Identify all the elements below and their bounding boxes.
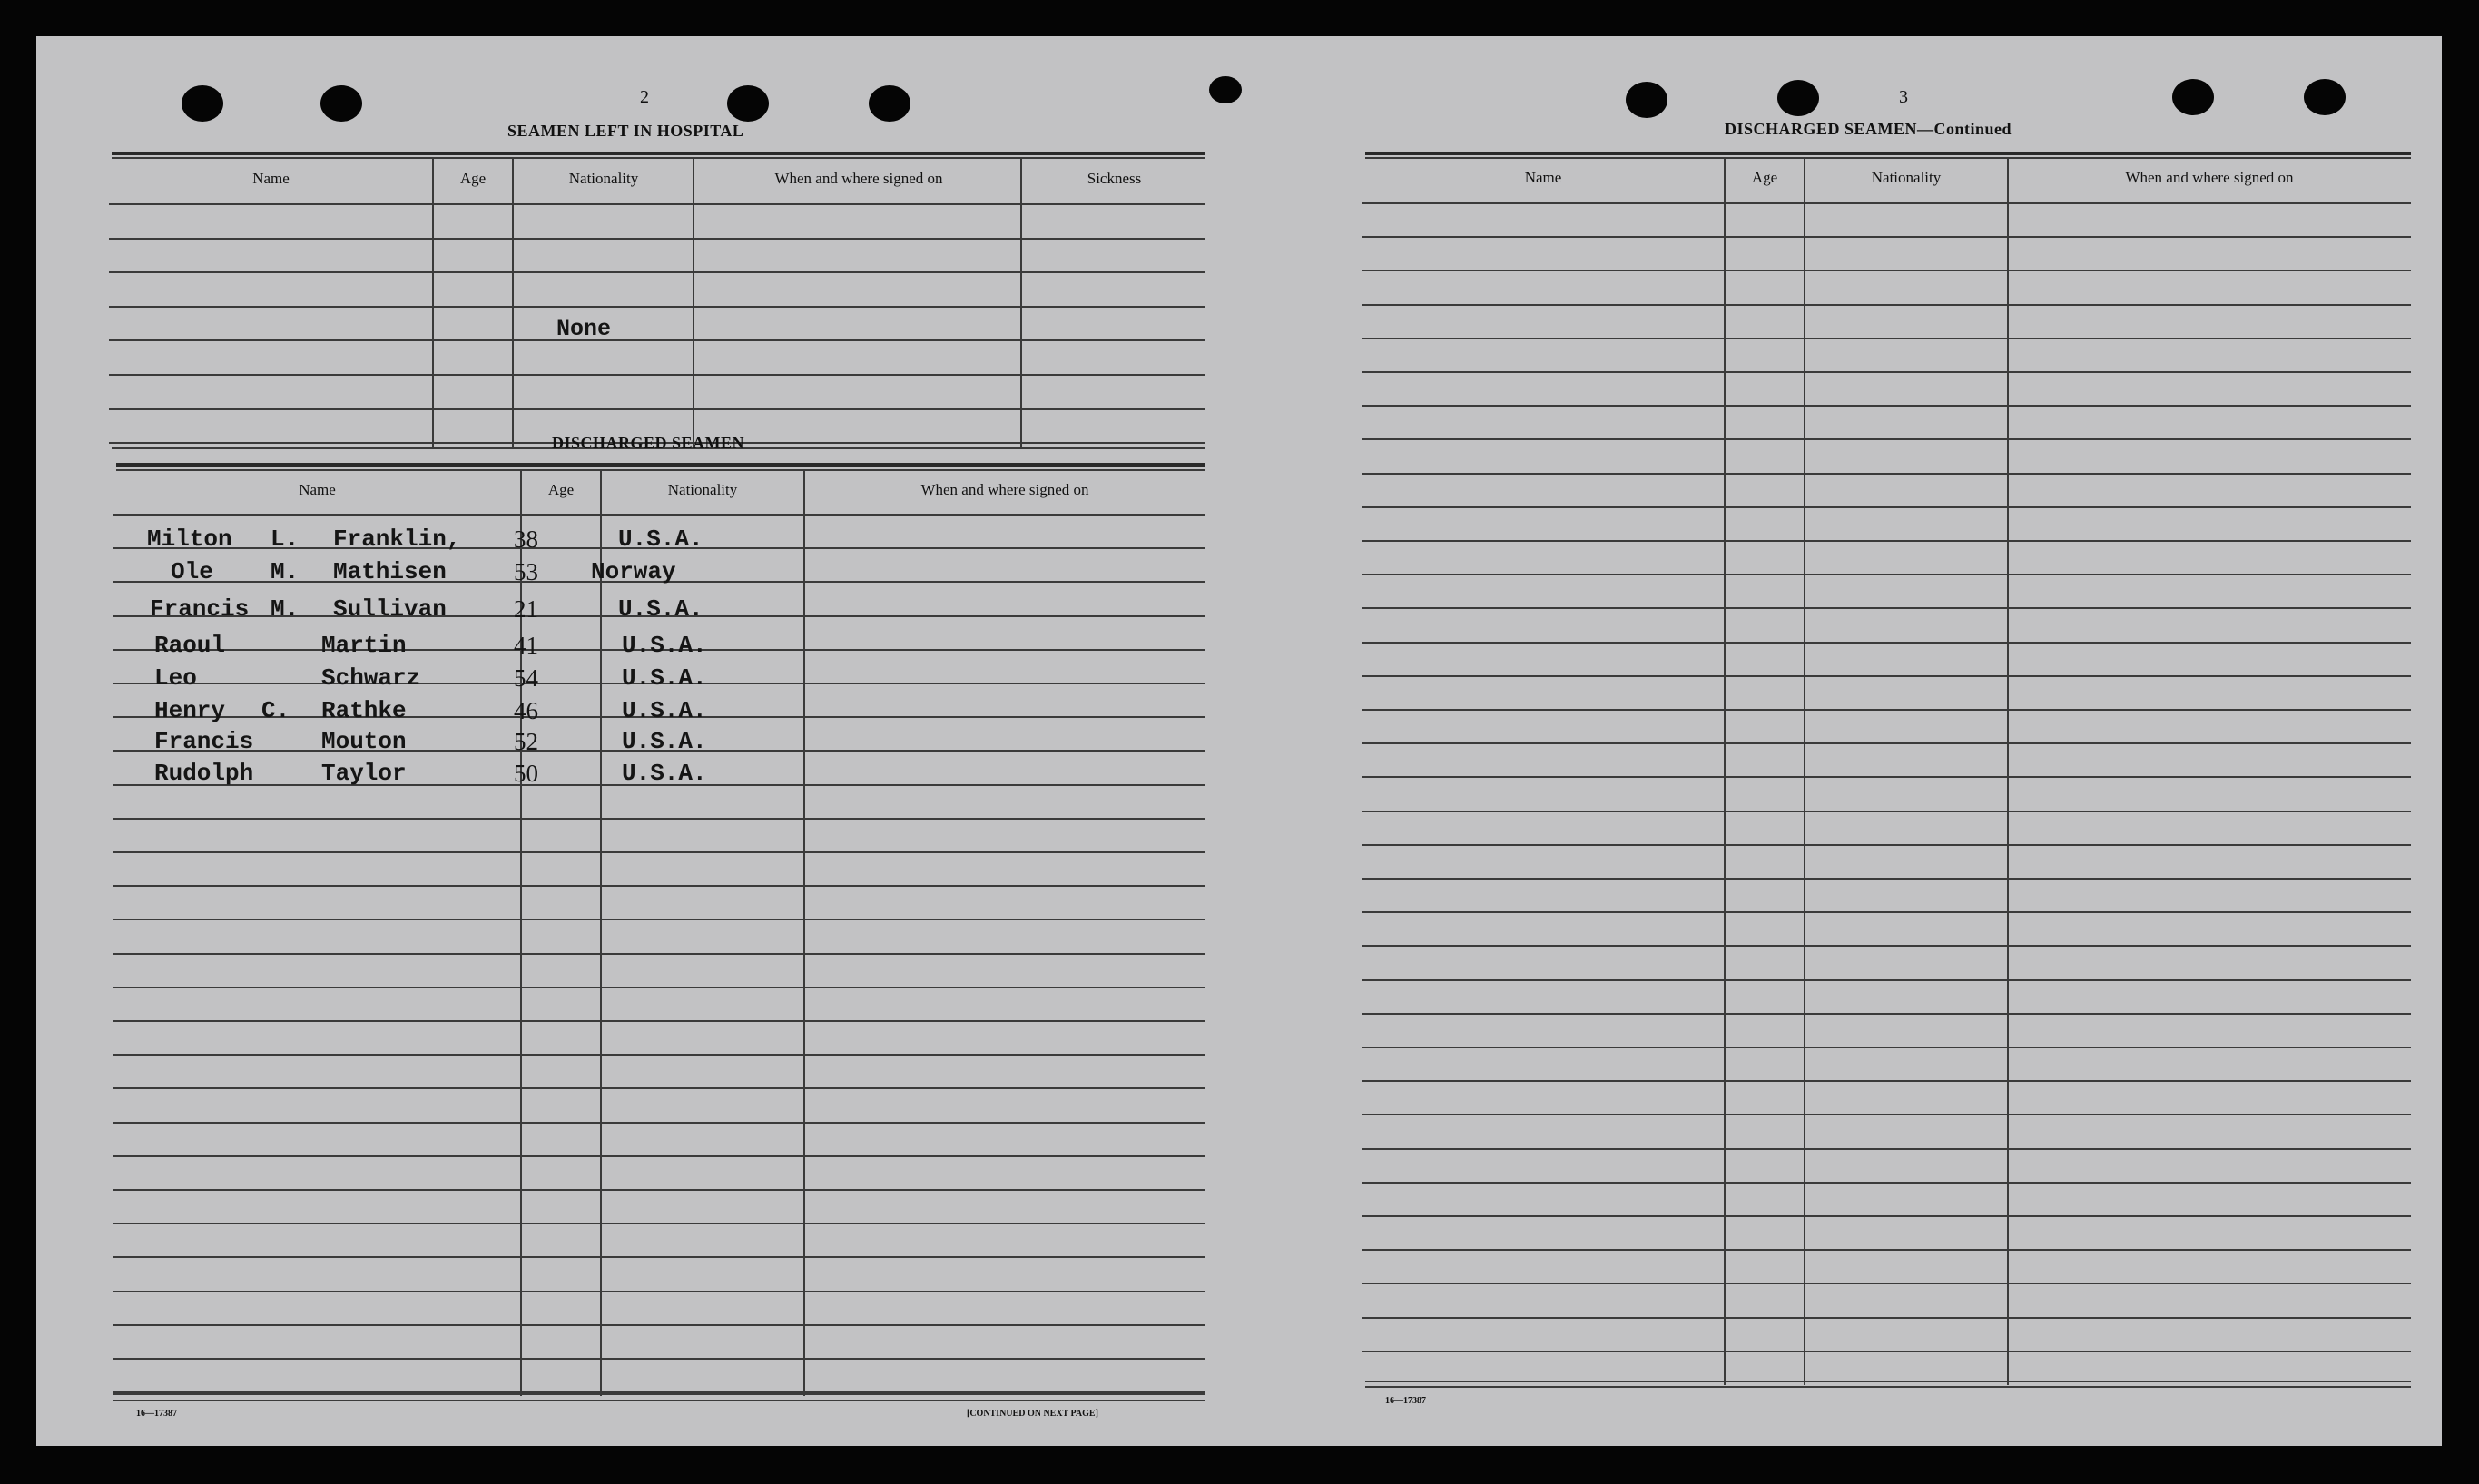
row-line	[1362, 304, 2411, 306]
row-line	[1362, 371, 2411, 373]
divider	[116, 463, 1205, 467]
divider	[116, 469, 1205, 471]
row-line	[1362, 642, 2411, 644]
column-divider	[693, 158, 694, 447]
row-line	[109, 374, 1205, 376]
row-line	[113, 1087, 1205, 1089]
row-line	[113, 514, 1205, 516]
row-line	[113, 1155, 1205, 1157]
row-line	[1362, 742, 2411, 744]
divider	[113, 1393, 1205, 1395]
column-header-name: Name	[299, 481, 336, 498]
last-name: Mathisen	[333, 558, 447, 585]
row-line	[1362, 1283, 2411, 1284]
row-line	[1362, 473, 2411, 475]
punch-hole	[1777, 80, 1819, 116]
row-line	[113, 1256, 1205, 1258]
row-line	[109, 203, 1205, 205]
age: 38	[514, 526, 538, 553]
punch-hole	[1626, 82, 1667, 118]
row-line	[113, 1358, 1205, 1360]
row-line	[1362, 709, 2411, 711]
age: 50	[514, 760, 538, 787]
last-name: Schwarz	[321, 664, 421, 692]
row-line	[1362, 607, 2411, 609]
document-sheet	[36, 36, 2442, 1446]
punch-hole	[869, 85, 910, 122]
last-name: Martin	[321, 632, 407, 659]
hospital-section-title: SEAMEN LEFT IN HOSPITAL	[507, 122, 744, 140]
last-name: Taylor	[321, 760, 407, 787]
row-line	[1362, 776, 2411, 778]
last-name: Franklin,	[333, 526, 461, 553]
row-line	[1362, 270, 2411, 271]
row-line	[113, 818, 1205, 820]
column-header-nationality: Nationality	[667, 481, 738, 498]
middle-initial: M.	[271, 558, 300, 585]
row-line	[1362, 574, 2411, 575]
row-line	[1362, 1114, 2411, 1115]
row-line	[1362, 675, 2411, 677]
page-number: 3	[1899, 87, 1908, 107]
row-line	[113, 1054, 1205, 1056]
column-divider	[512, 158, 514, 447]
row-line	[1362, 1249, 2411, 1251]
hospital-entry: None	[556, 316, 612, 342]
row-line	[113, 987, 1205, 988]
column-header-name: Name	[252, 170, 290, 187]
punch-hole	[320, 85, 362, 122]
column-header-nationality: Nationality	[568, 170, 639, 187]
divider	[1365, 157, 2411, 159]
last-name: Mouton	[321, 728, 407, 755]
column-header-age: Age	[547, 481, 575, 498]
age: 54	[514, 664, 538, 692]
last-name: Rathke	[321, 697, 407, 724]
row-line	[1362, 202, 2411, 204]
first-name: Ole	[171, 558, 213, 585]
row-line	[1362, 1047, 2411, 1048]
age: 52	[514, 728, 538, 755]
row-line	[1362, 1013, 2411, 1015]
row-line	[1362, 1148, 2411, 1150]
first-name: Francis	[154, 728, 254, 755]
row-line	[1362, 1182, 2411, 1184]
right-page	[1253, 36, 2442, 1446]
row-line	[1362, 506, 2411, 508]
column-header-signed-on: When and where signed on	[2125, 169, 2294, 186]
nationality: U.S.A.	[622, 697, 707, 724]
row-line	[1362, 1215, 2411, 1217]
divider	[1365, 152, 2411, 155]
first-name: Henry	[154, 697, 226, 724]
column-header-age: Age	[459, 170, 487, 187]
row-line	[1362, 540, 2411, 542]
row-line	[109, 306, 1205, 308]
column-divider	[1020, 158, 1022, 447]
column-header-signed-on: When and where signed on	[774, 170, 943, 187]
row-line	[113, 1324, 1205, 1326]
column-header-signed-on: When and where signed on	[920, 481, 1089, 498]
row-line	[113, 1189, 1205, 1191]
column-divider	[1804, 158, 1805, 1385]
row-line	[1362, 405, 2411, 407]
column-header-sickness: Sickness	[1087, 170, 1142, 187]
nationality: U.S.A.	[622, 664, 707, 692]
row-line	[1362, 438, 2411, 440]
column-divider	[2007, 158, 2009, 1385]
nationality: U.S.A.	[618, 595, 703, 623]
middle-initial: M.	[271, 595, 300, 623]
nationality: U.S.A.	[622, 728, 707, 755]
column-header-age: Age	[1751, 169, 1778, 186]
column-header-nationality: Nationality	[1871, 169, 1942, 186]
divider	[112, 152, 1205, 155]
middle-initial: C.	[261, 697, 290, 724]
continued-note: [CONTINUED ON NEXT PAGE]	[967, 1409, 1098, 1419]
row-line	[113, 1122, 1205, 1124]
row-line	[113, 1223, 1205, 1224]
row-line	[1362, 1317, 2411, 1319]
row-line	[1362, 338, 2411, 339]
column-divider	[432, 158, 434, 447]
row-line	[1362, 911, 2411, 913]
row-line	[113, 851, 1205, 853]
nationality: U.S.A.	[622, 632, 707, 659]
divider	[1365, 1386, 2411, 1388]
row-line	[113, 919, 1205, 920]
form-number: 16—17387	[1385, 1396, 1426, 1406]
discharged-continued-title: DISCHARGED SEAMEN—Continued	[1725, 120, 2012, 138]
last-name: Sullivan	[333, 595, 447, 623]
row-line	[113, 953, 1205, 955]
first-name: Francis	[150, 595, 250, 623]
left-page	[36, 36, 1253, 1446]
nationality: U.S.A.	[622, 760, 707, 787]
row-line	[1362, 979, 2411, 981]
middle-initial: L.	[271, 526, 300, 553]
column-divider	[1724, 158, 1726, 1385]
row-line	[109, 339, 1205, 341]
row-line	[109, 238, 1205, 240]
first-name: Raoul	[154, 632, 226, 659]
first-name: Rudolph	[154, 760, 254, 787]
row-line	[1362, 945, 2411, 947]
punch-hole	[2172, 79, 2214, 115]
discharged-section-title: DISCHARGED SEAMEN	[552, 434, 745, 452]
first-name: Milton	[147, 526, 232, 553]
column-header-name: Name	[1524, 169, 1562, 186]
row-line	[109, 408, 1205, 410]
row-line	[113, 1291, 1205, 1292]
page-number: 2	[640, 87, 649, 107]
form-number: 16—17387	[136, 1409, 177, 1419]
age: 21	[514, 595, 538, 623]
punch-hole	[1209, 76, 1242, 103]
row-line	[109, 271, 1205, 273]
row-line	[1362, 811, 2411, 812]
row-line	[1362, 1080, 2411, 1082]
age: 46	[514, 697, 538, 724]
divider	[113, 1400, 1205, 1401]
punch-hole	[727, 85, 769, 122]
row-line	[1362, 878, 2411, 880]
row-line	[1362, 1351, 2411, 1352]
nationality: Norway	[591, 558, 676, 585]
divider	[1365, 1381, 2411, 1382]
punch-hole	[182, 85, 223, 122]
row-line	[1362, 236, 2411, 238]
row-line	[113, 1020, 1205, 1022]
row-line	[113, 885, 1205, 887]
nationality: U.S.A.	[618, 526, 703, 553]
age: 53	[514, 558, 538, 585]
row-line	[1362, 844, 2411, 846]
first-name: Leo	[154, 664, 197, 692]
divider	[112, 157, 1205, 159]
punch-hole	[2304, 79, 2346, 115]
age: 41	[514, 632, 538, 659]
